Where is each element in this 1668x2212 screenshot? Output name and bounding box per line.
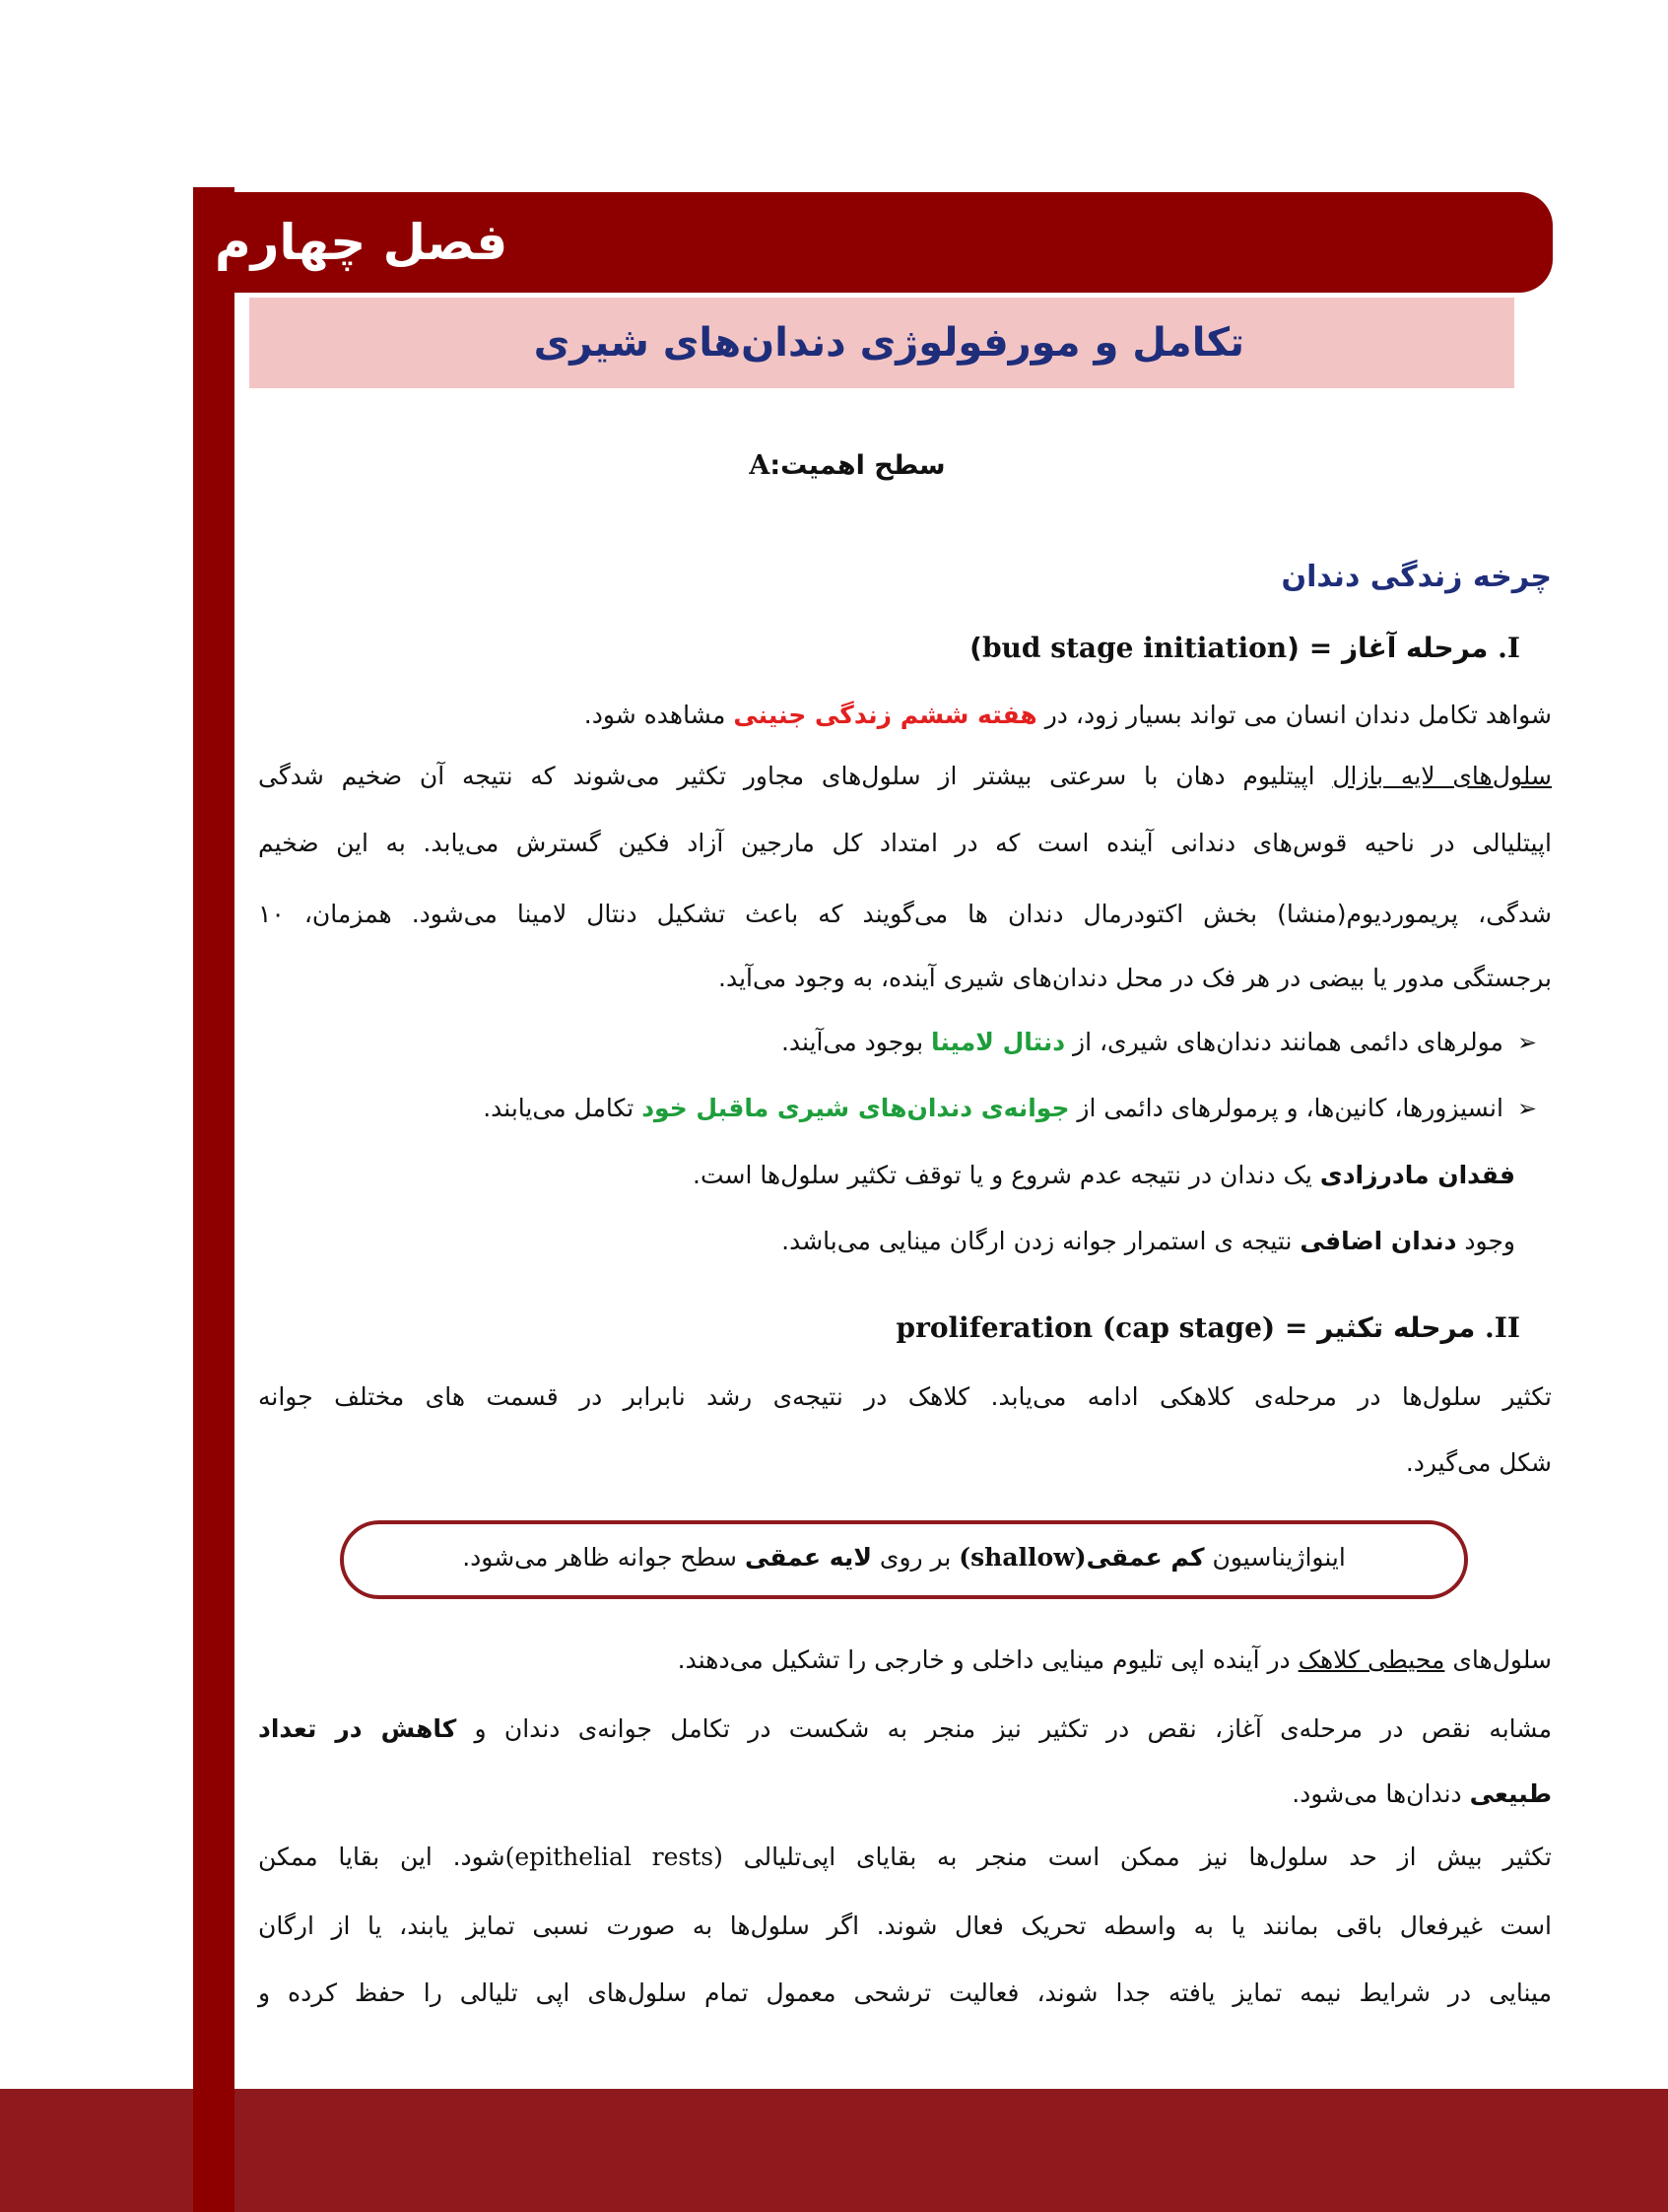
paragraph-8-line-1: تکثیر بیش از حد سلول‌ها نیز ممکن است منجر به بقایای اپی‌تلیالی (epithelial rests)شود. این بقایا ممکن (258, 1843, 1552, 1871)
paragraph-6: سلول‌های محیطی کلاهک در آینده اپی تلیوم مینایی داخلی و خارجی را تشکیل می‌دهند. (677, 1645, 1552, 1674)
paragraph-8-line-2: است غیرفعال باقی بمانند یا به واسطه تحریک فعال شوند. اگر سلول‌ها به صورت نسبی تمایز یابند، یا از ارگان (258, 1911, 1552, 1940)
bullet-2: ➢انسیزورها، کانین‌ها، و پرمولرهای دائمی از جوانه‌ی دندان‌های شیری ماقبل خود تکامل می‌یابند. (483, 1091, 1537, 1126)
paragraph-1: شواهد تکامل دندان انسان می تواند بسیار زود، در هفته ششم زندگی جنینی مشاهده شود. (583, 701, 1552, 729)
section-heading: چرخه زندگی دندان (1281, 560, 1552, 594)
paragraph-8-line-3: مینایی در شرایط نیمه تمایز یافته جدا شوند، فعالیت ترشحی معمول تمام سلول‌های اپی تلیالی را حفظ کرده و (258, 1978, 1552, 2007)
stage-1-heading: I. مرحله آغاز = (bud stage initiation) (969, 632, 1520, 664)
left-margin-bar-over-footer (193, 2089, 234, 2212)
stage-2-heading: II. مرحله تکثیر = proliferation (cap stage) (896, 1311, 1520, 1344)
chapter-subtitle: تکامل و مورفولوژی دندان‌های شیری (533, 320, 1244, 366)
paragraph-2-line-3: شدگی، پریموردیوم(منشا) بخش اکتودرمال دندان ها می‌گویند که باعث تشکیل دنتال لامینا می‌شود. همزمان، ۱۰ (258, 900, 1552, 928)
paragraph-4: وجود دندان اضافی نتیجه ی استمرار جوانه زدن ارگان مینایی می‌باشد. (781, 1227, 1515, 1255)
note-text: اینواژیناسیون کم عمقی(shallow) بر روی لایه عمقی سطح جوانه ظاهر می‌شود. (462, 1543, 1346, 1572)
paragraph-3: فقدان مادرزادی یک دندان در نتیجه عدم شروع و یا توقف تکثیر سلول‌ها است. (693, 1161, 1515, 1189)
arrow-bullet-icon: ➢ (1516, 1029, 1537, 1056)
paragraph-7-line-1: مشابه نقص در مرحله‌ی آغاز، نقص در تکثیر نیز منجر به شکست در تکامل جوانه‌ی دندان و کاهش در تعداد (258, 1714, 1552, 1743)
paragraph-5-line-2: شکل می‌گیرد. (1405, 1448, 1552, 1477)
chapter-title: فصل چهارم (215, 214, 508, 271)
paragraph-5-line-1: تکثیر سلول‌ها در مرحله‌ی کلاهکی ادامه می‌یابد. کلاهک در نتیجه‌ی رشد نابرابر در قسمت های مختلف جوانه (258, 1382, 1552, 1411)
paragraph-2-line-4: برجستگی مدور یا بیضی در هر فک در محل دندان‌های شیری آینده، به وجود می‌آید. (718, 964, 1552, 992)
paragraph-7-line-2: طبیعی دندان‌ها می‌شود. (1292, 1779, 1552, 1808)
paragraph-2-line-1: سلول‌های لایه بازال اپیتلیوم دهان با سرعتی بیشتر از سلول‌های مجاور تکثیر می‌شوند که نتیجه آن ضخیم شدگی (258, 762, 1552, 790)
bullet-1: ➢مولرهای دائمی همانند دندان‌های شیری، از دنتال لامینا بوجود می‌آیند. (781, 1025, 1537, 1060)
left-margin-bar (193, 187, 234, 2212)
paragraph-2-line-2: اپیتلیالی در ناحیه قوس‌های دندانی آینده است که در امتداد کل مارجین آزاد فکین گسترش می‌یابد. به این ضخیم (258, 829, 1552, 857)
importance-level: سطح اهمیت:A (749, 450, 946, 481)
arrow-bullet-icon: ➢ (1516, 1095, 1537, 1122)
footer-band (0, 2089, 1668, 2212)
